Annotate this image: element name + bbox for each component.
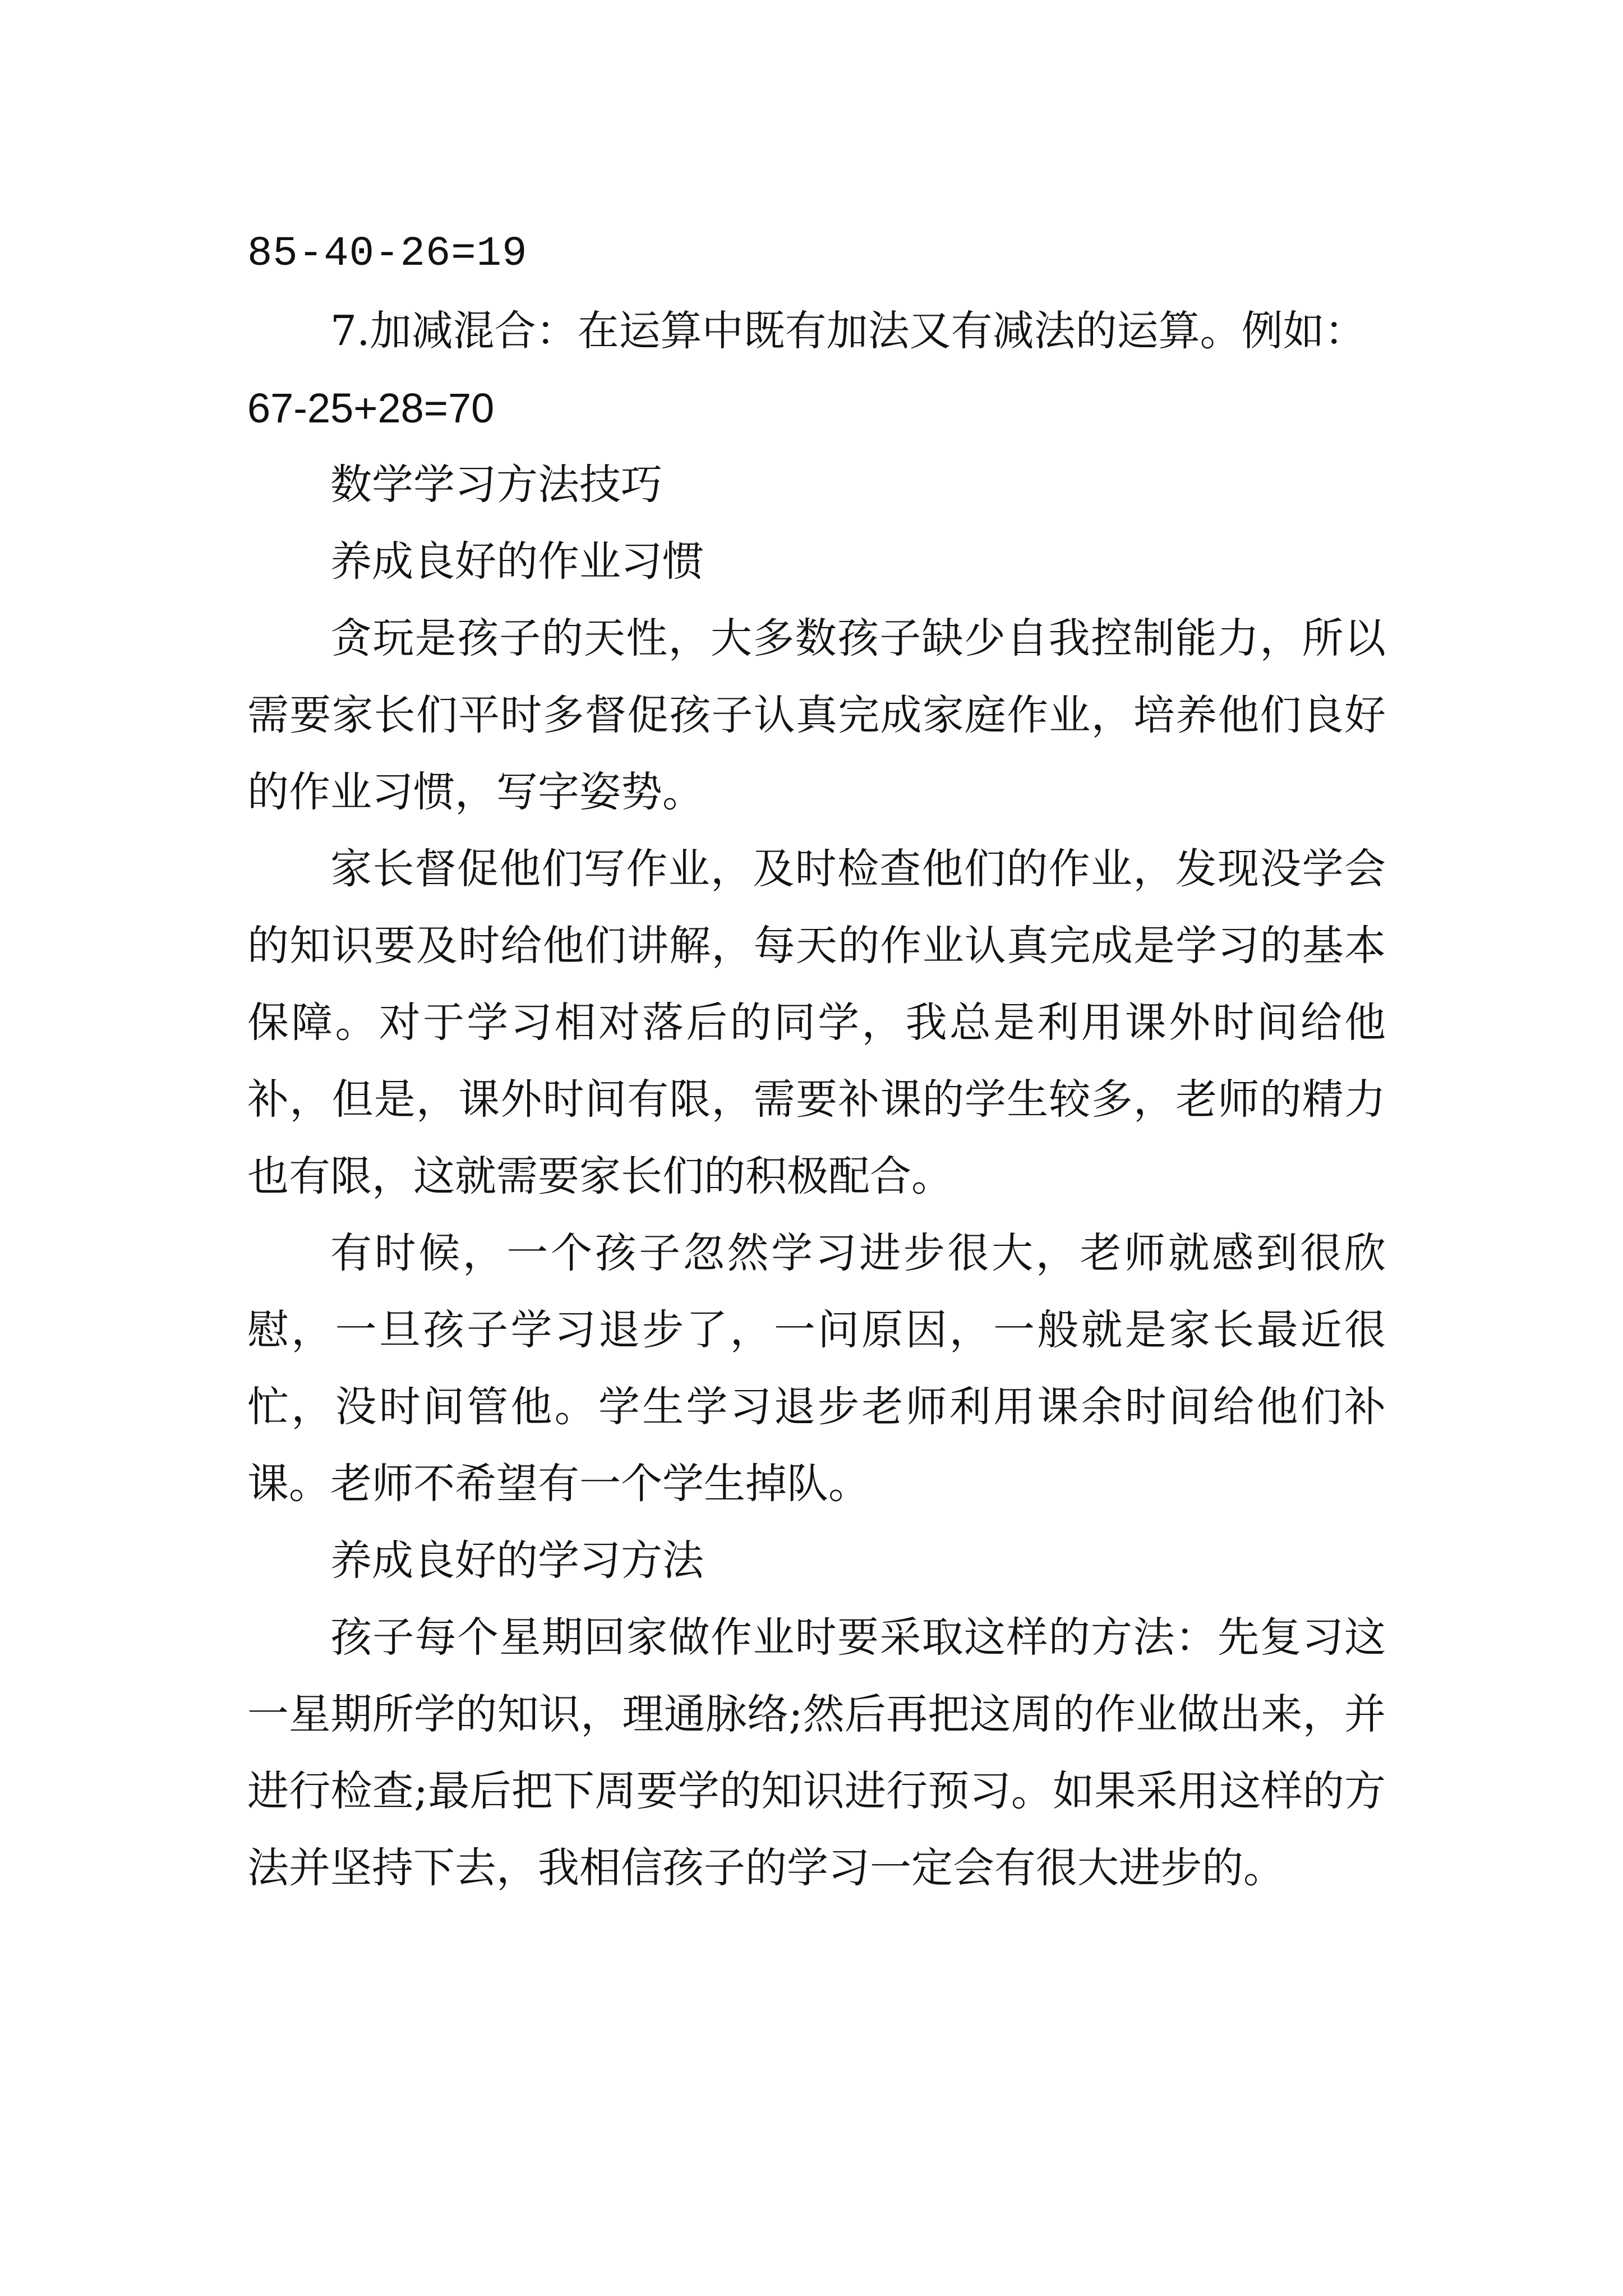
list-item-7: 7.加减混合：在运算中既有加法又有减法的运算。例如： <box>330 307 1366 355</box>
subsection-heading: 养成良好的作业习惯 <box>330 537 704 586</box>
paragraph: 孩子每个星期回家做作业时要采取这样的方法：先复习这一星期所学的知识，理通脉络;然后再把这周的作业做出来，并进行检查;最后把下周要学的知识进行预习。如果采用这样的方法并坚持下去，我相信孩子的学习一定会有很大进步的。 <box>247 1613 1386 1892</box>
document-body <box>247 216 1386 1907</box>
equation-line: 85-40-26=19 <box>247 231 528 278</box>
section-heading: 数学学习方法技巧 <box>330 461 662 509</box>
paragraph: 有时候，一个孩子忽然学习进步很大，老师就感到很欣慰，一旦孩子学习退步了，一问原因，一般就是家长最近很忙，没时间管他。学生学习退步老师利用课余时间给他们补课。老师不希望有一个学生掉队。 <box>247 1229 1386 1508</box>
paragraph: 家长督促他们写作业，及时检查他们的作业，发现没学会的知识要及时给他们讲解，每天的作业认真完成是学习的基本保障。对于学习相对落后的同学，我总是利用课外时间给他补，但是，课外时间有限，需要补课的学生较多，老师的精力也有限，这就需要家长们的积极配合。 <box>247 845 1386 1200</box>
equation-line: 67-25+28=70 <box>247 385 495 431</box>
paragraph: 贪玩是孩子的天性，大多数孩子缺少自我控制能力，所以需要家长们平时多督促孩子认真完成家庭作业，培养他们良好的作业习惯，写字姿势。 <box>247 614 1386 816</box>
subsection-heading: 养成良好的学习方法 <box>330 1536 704 1585</box>
